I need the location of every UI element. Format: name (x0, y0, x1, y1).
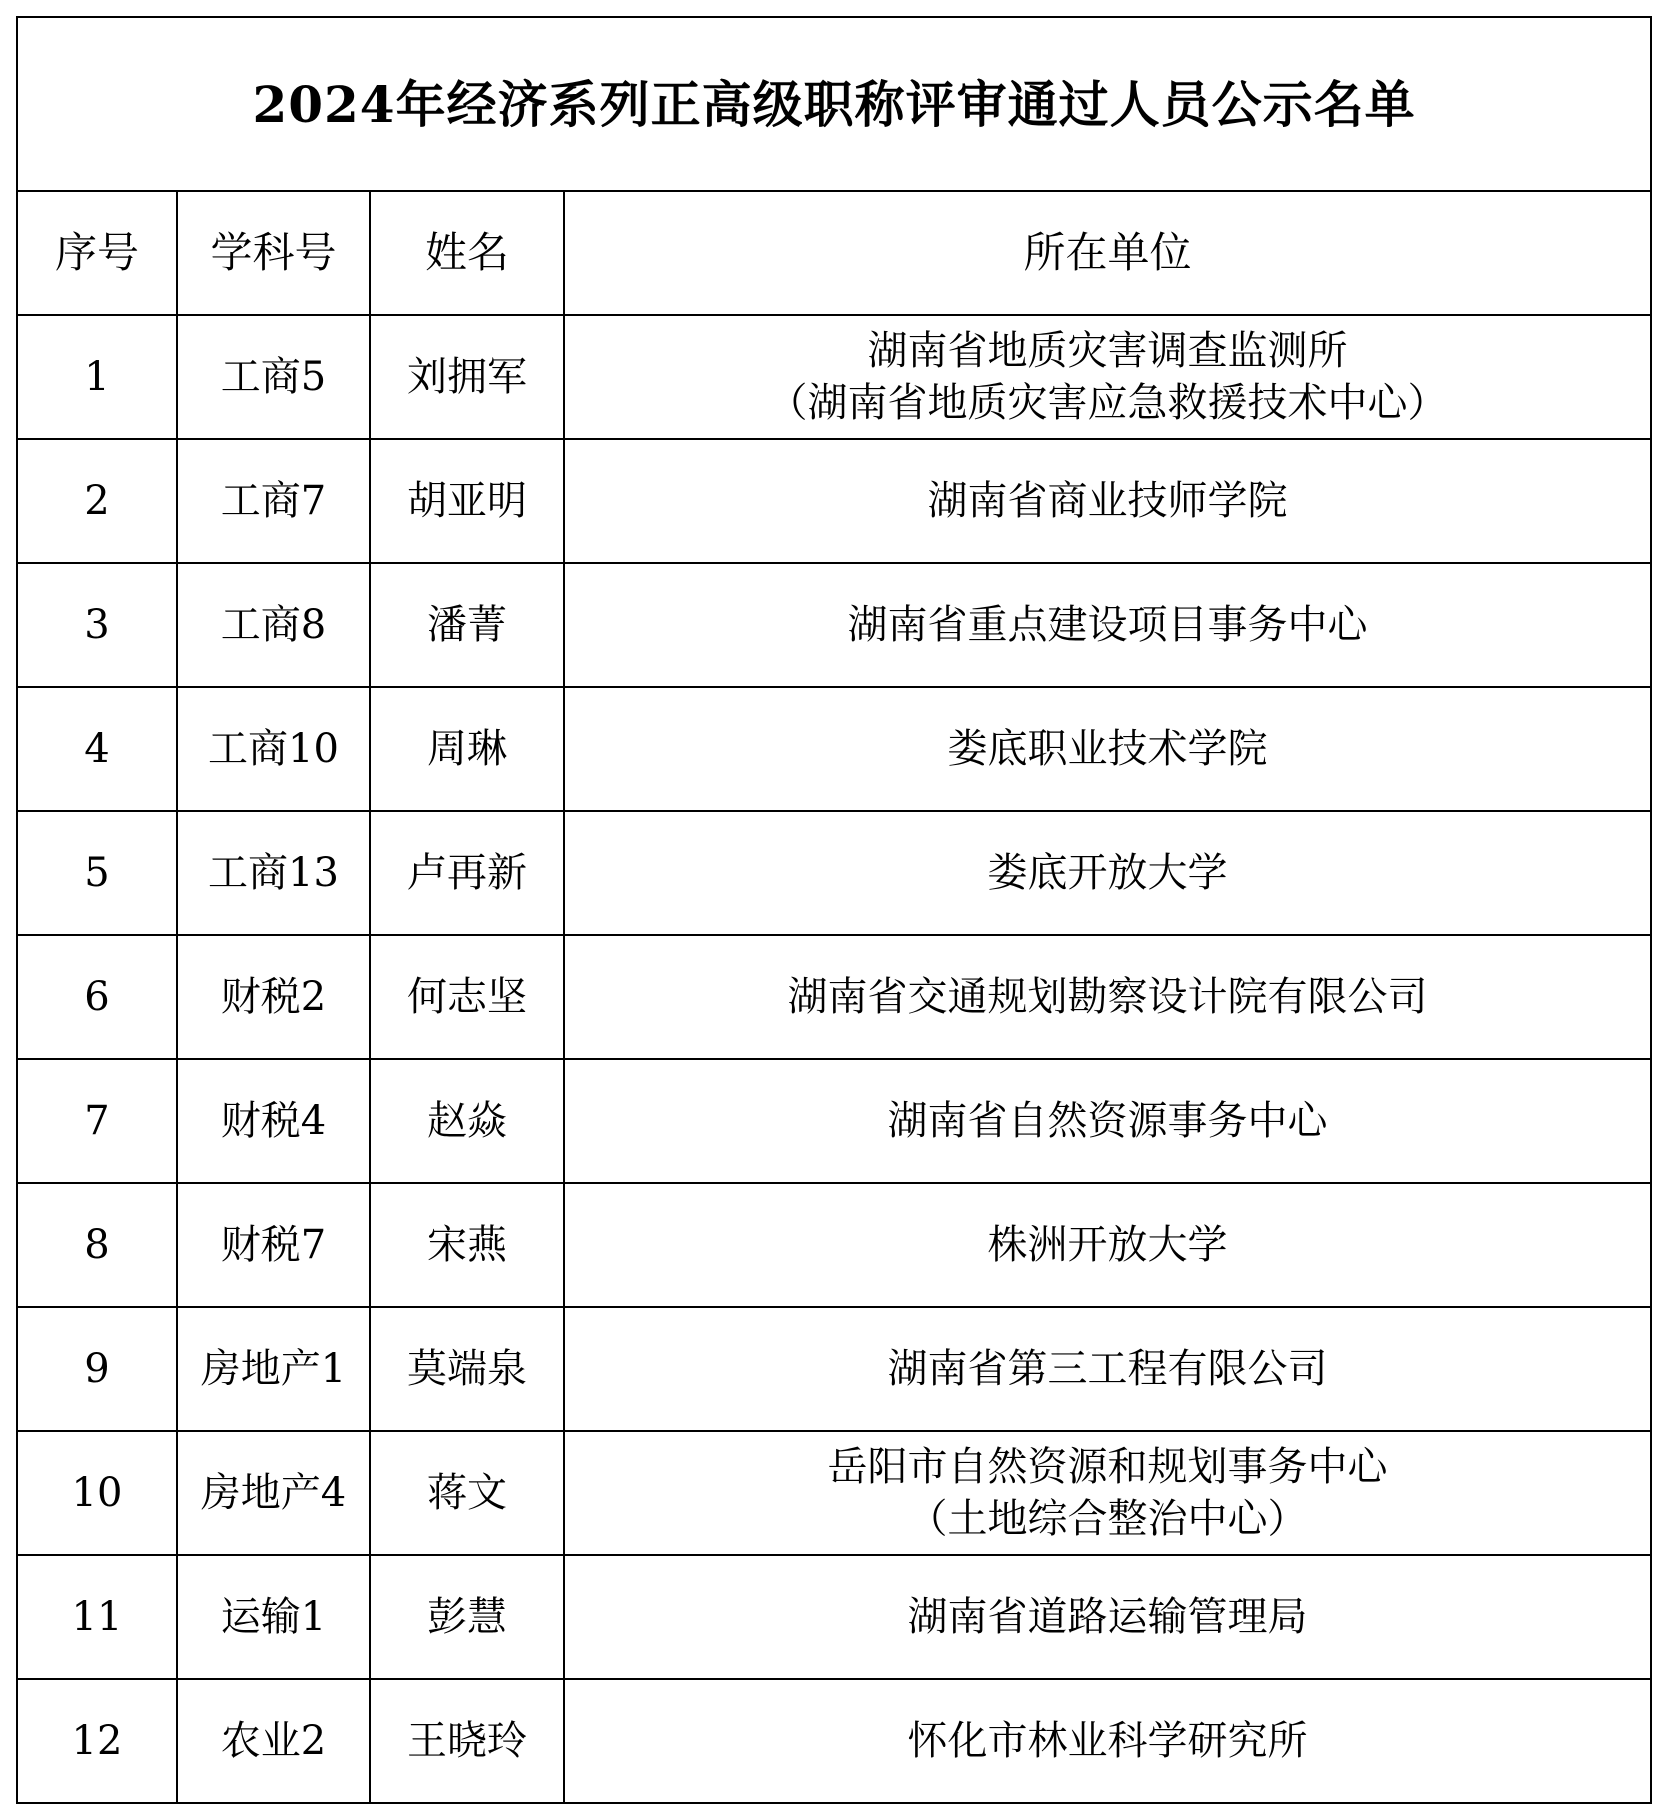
table-row (17, 1555, 1651, 1679)
cell-unit (564, 315, 1651, 439)
cell-no: 3 (17, 563, 177, 687)
unit-line-1: 湖南省地质灾害调查监测所 (867, 328, 1348, 374)
roster-table (16, 16, 1652, 1804)
cell-subject: 工商10 (177, 687, 370, 811)
unit-line-1: 岳阳市自然资源和规划事务中心 (827, 1444, 1388, 1490)
cell-name: 卢再新 (370, 811, 564, 935)
unit-line-1: 娄底开放大学 (987, 850, 1228, 896)
table-row (17, 935, 1651, 1059)
cell-subject: 财税4 (177, 1059, 370, 1183)
cell-subject: 农业2 (177, 1679, 370, 1803)
table-row (17, 563, 1651, 687)
cell-name: 王晓玲 (370, 1679, 564, 1803)
cell-subject: 财税7 (177, 1183, 370, 1307)
cell-no: 6 (17, 935, 177, 1059)
unit-line-1: 娄底职业技术学院 (947, 726, 1268, 772)
unit-line-2: （湖南省地质灾害应急救援技术中心） (767, 380, 1448, 426)
document-title: 2024年经济系列正高级职称评审通过人员公示名单 (17, 17, 1651, 191)
table-row (17, 439, 1651, 563)
cell-unit (564, 1679, 1651, 1803)
cell-no: 4 (17, 687, 177, 811)
unit-line-1: 湖南省重点建设项目事务中心 (847, 602, 1368, 648)
cell-name: 彭慧 (370, 1555, 564, 1679)
cell-unit (564, 1431, 1651, 1555)
header-row (17, 191, 1651, 315)
cell-unit (564, 1307, 1651, 1431)
cell-subject: 工商8 (177, 563, 370, 687)
cell-unit (564, 563, 1651, 687)
cell-unit (564, 439, 1651, 563)
table-row (17, 315, 1651, 439)
cell-no: 8 (17, 1183, 177, 1307)
header-no: 序号 (17, 191, 177, 315)
unit-line-1: 株洲开放大学 (987, 1222, 1228, 1268)
unit-line-1: 湖南省商业技师学院 (927, 478, 1288, 524)
cell-subject: 房地产1 (177, 1307, 370, 1431)
cell-subject: 运输1 (177, 1555, 370, 1679)
cell-subject: 工商13 (177, 811, 370, 935)
cell-no: 12 (17, 1679, 177, 1803)
table-row (17, 811, 1651, 935)
cell-name: 潘菁 (370, 563, 564, 687)
table-row (17, 1431, 1651, 1555)
cell-unit (564, 811, 1651, 935)
cell-unit (564, 1183, 1651, 1307)
cell-subject: 工商7 (177, 439, 370, 563)
cell-no: 2 (17, 439, 177, 563)
unit-line-1: 怀化市林业科学研究所 (907, 1718, 1308, 1764)
cell-no: 1 (17, 315, 177, 439)
header-unit: 所在单位 (564, 191, 1651, 315)
unit-line-2: （土地综合整治中心） (907, 1496, 1308, 1542)
cell-unit (564, 687, 1651, 811)
table-row (17, 1059, 1651, 1183)
cell-no: 10 (17, 1431, 177, 1555)
table-row (17, 1183, 1651, 1307)
cell-no: 9 (17, 1307, 177, 1431)
cell-subject: 工商5 (177, 315, 370, 439)
header-name: 姓名 (370, 191, 564, 315)
cell-name: 赵焱 (370, 1059, 564, 1183)
cell-no: 5 (17, 811, 177, 935)
cell-no: 11 (17, 1555, 177, 1679)
table-row (17, 1307, 1651, 1431)
cell-subject: 财税2 (177, 935, 370, 1059)
cell-name: 刘拥军 (370, 315, 564, 439)
title-row (17, 17, 1651, 191)
cell-name: 胡亚明 (370, 439, 564, 563)
table-row (17, 1679, 1651, 1803)
cell-name: 蒋文 (370, 1431, 564, 1555)
unit-line-1: 湖南省道路运输管理局 (907, 1594, 1308, 1640)
cell-unit (564, 1555, 1651, 1679)
cell-name: 何志坚 (370, 935, 564, 1059)
cell-name: 莫端泉 (370, 1307, 564, 1431)
unit-line-1: 湖南省第三工程有限公司 (887, 1346, 1328, 1392)
unit-line-1: 湖南省自然资源事务中心 (887, 1098, 1328, 1144)
unit-line-1: 湖南省交通规划勘察设计院有限公司 (787, 974, 1428, 1020)
cell-no: 7 (17, 1059, 177, 1183)
cell-subject: 房地产4 (177, 1431, 370, 1555)
cell-name: 周琳 (370, 687, 564, 811)
header-subject: 学科号 (177, 191, 370, 315)
cell-unit (564, 1059, 1651, 1183)
cell-unit (564, 935, 1651, 1059)
cell-name: 宋燕 (370, 1183, 564, 1307)
table-row (17, 687, 1651, 811)
